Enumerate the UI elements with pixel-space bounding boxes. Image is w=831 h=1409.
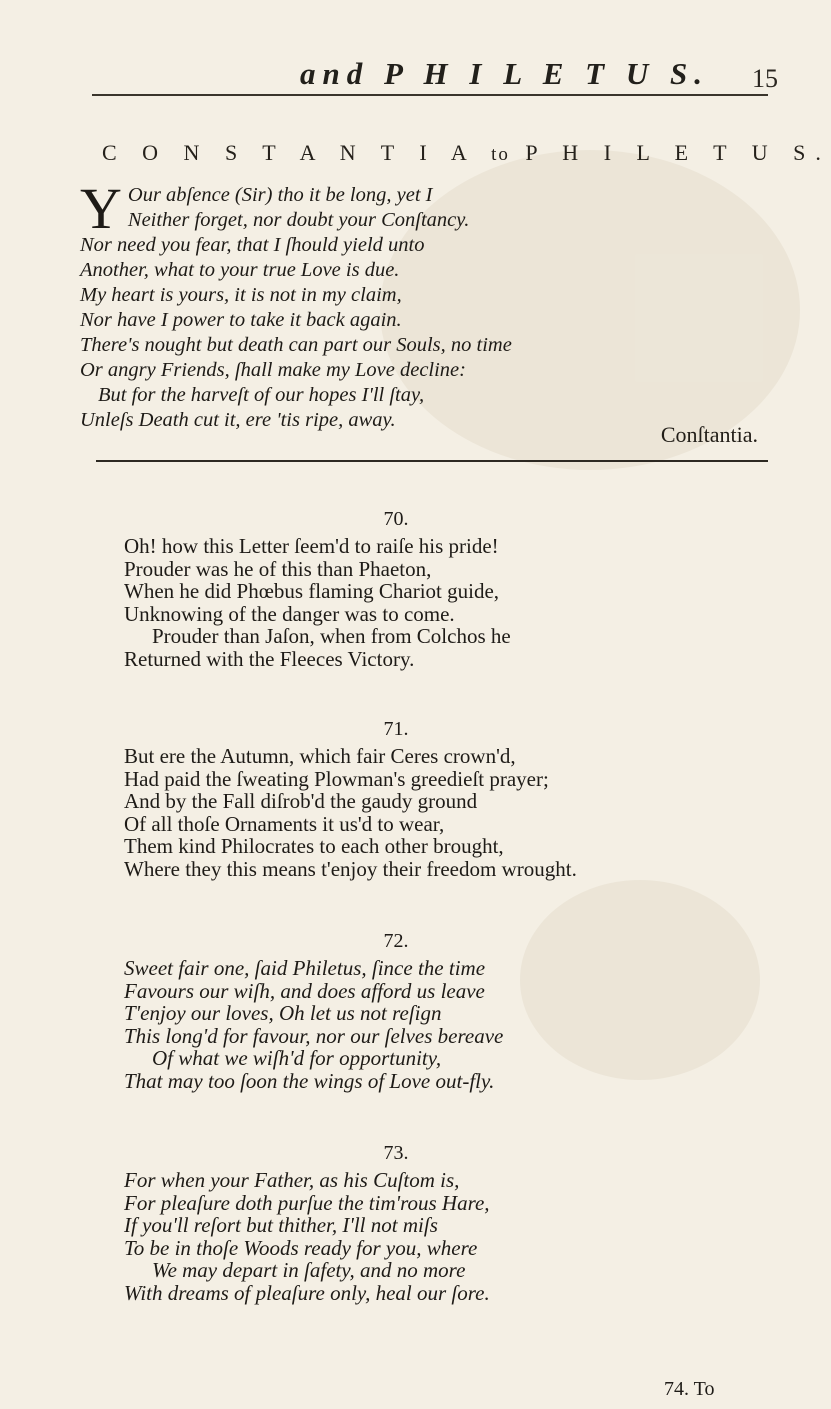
letter-line: Unleſs Death cut it, ere 'tis ripe, away. <box>80 409 396 431</box>
letter-line: Neither forget, nor doubt your Conſtancy. <box>127 209 470 231</box>
stanza-73 <box>124 1142 764 1304</box>
stanza-line: With dreams of pleaſure only, heal our ſore. <box>124 1280 490 1305</box>
letter-line: My heart is yours, it is not in my claim, <box>80 284 402 306</box>
letter-body <box>80 176 780 433</box>
letter-line: Nor have I power to take it back again. <box>80 309 402 331</box>
stanza-line: And by the Fall diſrob'd the gaudy ground <box>124 789 478 813</box>
running-head-title: and P H I L E T U S. <box>300 56 709 91</box>
stanza-line: Had paid the ſweating Plowman's greedieſt prayer; <box>124 766 549 791</box>
letter-signature: Conſtantia. <box>660 422 758 447</box>
stanza-number: 71. <box>383 718 409 740</box>
header-rule <box>92 94 768 96</box>
section-rule <box>96 460 768 462</box>
stanza-line: For when your Father, as his Cuſtom is, <box>124 1168 460 1192</box>
stanza-line: Where they this means t'enjoy their freedom wrought. <box>124 856 577 881</box>
letter-line: But for the harveſt of our hopes I'll ſtay, <box>98 384 425 406</box>
letter-line: Our abſence (Sir) tho it be long, yet I <box>127 184 433 206</box>
stanza-line: Favours our wiſh, and does afford us leave <box>124 978 485 1003</box>
stanza-line: That may too ſoon the wings of Love out-fly. <box>124 1068 495 1093</box>
letter-line: There's nought but death can part our Souls, no time <box>80 334 512 356</box>
stanza-line: For pleaſure doth purſue the tim'rous Hare, <box>124 1190 490 1215</box>
letter-heading-to: to <box>491 144 510 165</box>
letter-heading-sender: C O N S T A N T I A <box>102 140 476 165</box>
catchword: 74. To <box>664 1378 715 1400</box>
stanza-line: This long'd for favour, nor our ſelves bereave <box>124 1023 504 1048</box>
stanza-line: If you'll reſort but thither, I'll not miſs <box>124 1213 438 1237</box>
stanza-line: T'enjoy our loves, Oh let us not reſign <box>124 1001 442 1025</box>
stanza-line: Prouder was he of this than Phaeton, <box>124 556 432 581</box>
stanza-line: Returned with the Fleeces Victory. <box>124 646 415 671</box>
stanza-line: Prouder than Jaſon, when from Colchos he <box>152 624 511 648</box>
stanza-70 <box>124 508 764 670</box>
letter-line: Nor need you fear, that I ſhould yield unto <box>80 234 425 256</box>
stanza-line: But ere the Autumn, which fair Ceres crown'd, <box>124 744 516 768</box>
stanza-line: Of what we wiſh'd for opportunity, <box>152 1046 442 1070</box>
stanza-line: Of all thoſe Ornaments it us'd to wear, <box>124 811 445 836</box>
drop-capital: Y <box>80 176 122 241</box>
stanza-line: Oh! how this Letter ſeem'd to raiſe his pride! <box>124 534 499 558</box>
stanza-line: We may depart in ſafety, and no more <box>152 1258 466 1282</box>
stanza-line: When he did Phœbus flaming Chariot guide, <box>124 579 500 603</box>
stanza-72 <box>124 930 764 1092</box>
stanza-71 <box>124 718 764 880</box>
letter-line: Or angry Friends, ſhall make my Love decline: <box>80 359 466 381</box>
stanza-line: Unknowing of the danger was to come. <box>124 601 455 626</box>
letter-line: Another, what to your true Love is due. <box>80 259 400 281</box>
stanza-number: 73. <box>383 1142 409 1164</box>
stanza-line: Sweet fair one, ſaid Philetus, ſince the time <box>124 956 486 980</box>
page-number: 15 <box>752 64 778 93</box>
stanza-number: 70. <box>383 508 409 530</box>
stanza-number: 72. <box>383 930 409 952</box>
stanza-line: Them kind Philocrates to each other brought, <box>124 834 504 858</box>
letter-heading-recipient: P H I L E T U S. <box>525 140 831 165</box>
stanza-line: To be in thoſe Woods ready for you, where <box>124 1235 478 1260</box>
